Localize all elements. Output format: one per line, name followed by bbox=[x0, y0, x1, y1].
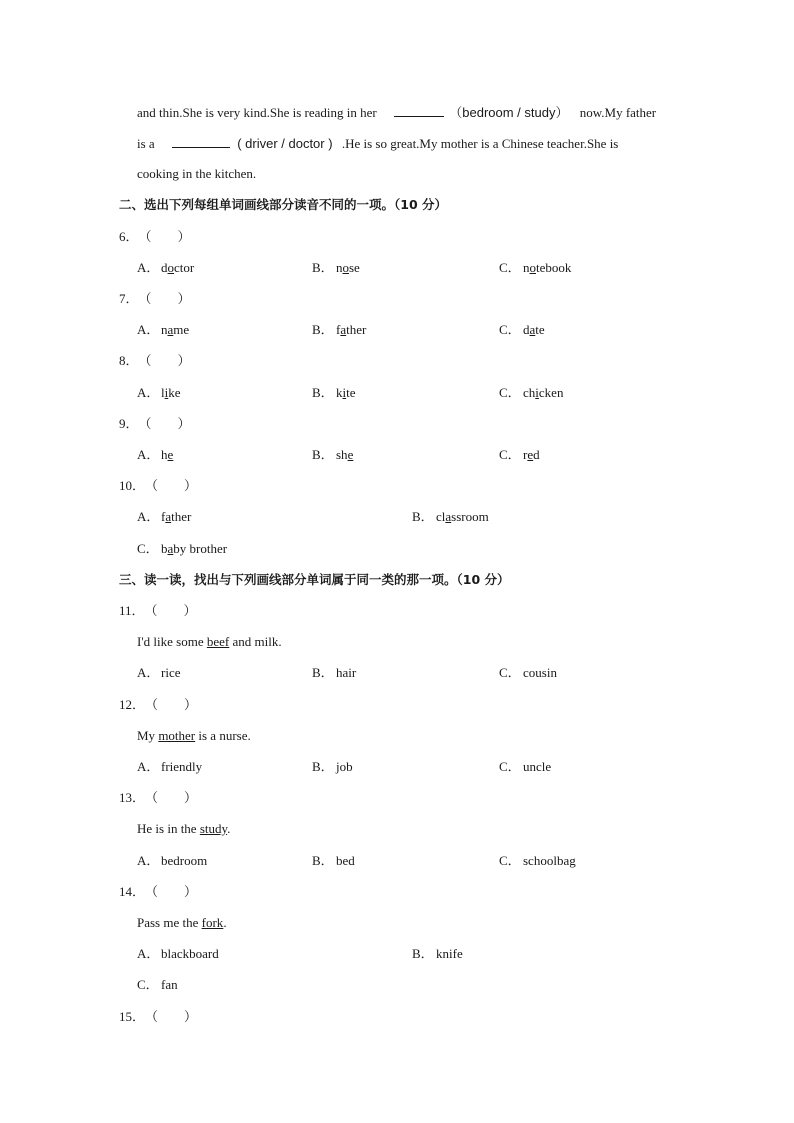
option-b[interactable]: B． knife bbox=[412, 946, 463, 961]
option-c[interactable]: C． uncle bbox=[499, 759, 552, 774]
answer-parenthesis[interactable]: （ ） bbox=[138, 229, 191, 244]
option-c[interactable]: C． schoolbag bbox=[499, 853, 576, 868]
option-c[interactable]: C． date bbox=[499, 322, 545, 337]
section-2-heading: 二、选出下列每组单词画线部分读音不同的一项。（10 分） bbox=[119, 197, 447, 212]
question-12 bbox=[119, 697, 197, 713]
option-a[interactable]: A． name bbox=[137, 322, 190, 337]
question-10 bbox=[119, 478, 197, 494]
passage-line-2 bbox=[137, 135, 618, 152]
section-3-heading: 三、读一读，找出与下列画线部分单词属于同一类的那一项。（10 分） bbox=[119, 572, 510, 587]
answer-parenthesis[interactable]: （ ） bbox=[144, 603, 197, 618]
option-a[interactable]: A． friendly bbox=[137, 759, 203, 774]
passage-line-3 bbox=[137, 166, 256, 182]
option-c[interactable]: C． baby brother bbox=[137, 541, 228, 556]
option-a[interactable]: A． bedroom bbox=[137, 853, 208, 868]
question-number: 14． bbox=[119, 884, 146, 899]
option-b[interactable]: B． hair bbox=[312, 665, 357, 680]
passage-text: .He is so great.My mother is a Chinese teacher.She is bbox=[341, 136, 619, 151]
option-c[interactable]: C． red bbox=[499, 447, 540, 462]
option-b[interactable]: B． nose bbox=[312, 260, 360, 275]
option-a[interactable]: A． like bbox=[137, 385, 181, 400]
answer-parenthesis[interactable]: （ ） bbox=[138, 353, 191, 368]
question-sentence: He is in the study. bbox=[137, 821, 231, 836]
question-sentence: My mother is a nurse. bbox=[137, 728, 251, 743]
question-sentence: Pass me the fork. bbox=[137, 915, 227, 930]
passage-text: cooking in the kitchen. bbox=[137, 166, 257, 181]
choice-hint: （bedroom / study） bbox=[449, 105, 569, 120]
option-b[interactable]: B． father bbox=[312, 322, 367, 337]
answer-blank[interactable] bbox=[394, 104, 444, 117]
option-a[interactable]: A． rice bbox=[137, 665, 181, 680]
passage-text: is a bbox=[137, 136, 155, 151]
answer-parenthesis[interactable]: （ ） bbox=[145, 697, 198, 712]
question-14 bbox=[119, 884, 197, 900]
question-number: 9． bbox=[119, 416, 139, 431]
option-c[interactable]: C． chicken bbox=[499, 385, 564, 400]
passage-line-1 bbox=[137, 104, 656, 121]
question-number: 10． bbox=[119, 478, 146, 493]
answer-parenthesis[interactable]: （ ） bbox=[138, 416, 191, 431]
question-number: 8． bbox=[119, 353, 139, 368]
option-b[interactable]: B． classroom bbox=[412, 509, 489, 524]
answer-parenthesis[interactable]: （ ） bbox=[138, 291, 191, 306]
choice-hint: ( driver / doctor ) bbox=[237, 136, 333, 151]
answer-parenthesis[interactable]: （ ） bbox=[145, 1009, 198, 1024]
option-a[interactable]: A． doctor bbox=[137, 260, 195, 275]
question-number: 15． bbox=[119, 1009, 146, 1024]
question-9 bbox=[119, 416, 191, 432]
question-8 bbox=[119, 353, 191, 369]
question-number: 12． bbox=[119, 697, 146, 712]
question-7 bbox=[119, 291, 191, 307]
question-number: 11． bbox=[119, 603, 145, 618]
passage-text: now.My father bbox=[579, 105, 657, 120]
passage-text: and thin.She is very kind.She is reading in her bbox=[137, 105, 377, 120]
option-c[interactable]: C． fan bbox=[137, 977, 178, 992]
question-6 bbox=[119, 229, 191, 245]
option-c[interactable]: C． notebook bbox=[499, 260, 572, 275]
question-number: 6． bbox=[119, 229, 139, 244]
option-b[interactable]: B． she bbox=[312, 447, 354, 462]
question-11 bbox=[119, 603, 197, 619]
question-number: 13． bbox=[119, 790, 146, 805]
question-15 bbox=[119, 1009, 197, 1025]
option-a[interactable]: A． blackboard bbox=[137, 946, 219, 961]
question-number: 7． bbox=[119, 291, 139, 306]
answer-parenthesis[interactable]: （ ） bbox=[145, 884, 198, 899]
option-a[interactable]: A． father bbox=[137, 509, 192, 524]
answer-parenthesis[interactable]: （ ） bbox=[145, 478, 198, 493]
option-a[interactable]: A． he bbox=[137, 447, 174, 462]
question-13 bbox=[119, 790, 197, 806]
option-b[interactable]: B． kite bbox=[312, 385, 356, 400]
option-b[interactable]: B． bed bbox=[312, 853, 355, 868]
answer-blank[interactable] bbox=[172, 135, 230, 148]
answer-parenthesis[interactable]: （ ） bbox=[145, 790, 198, 805]
option-c[interactable]: C． cousin bbox=[499, 665, 557, 680]
option-b[interactable]: B． job bbox=[312, 759, 353, 774]
question-sentence: I'd like some beef and milk. bbox=[137, 634, 282, 649]
